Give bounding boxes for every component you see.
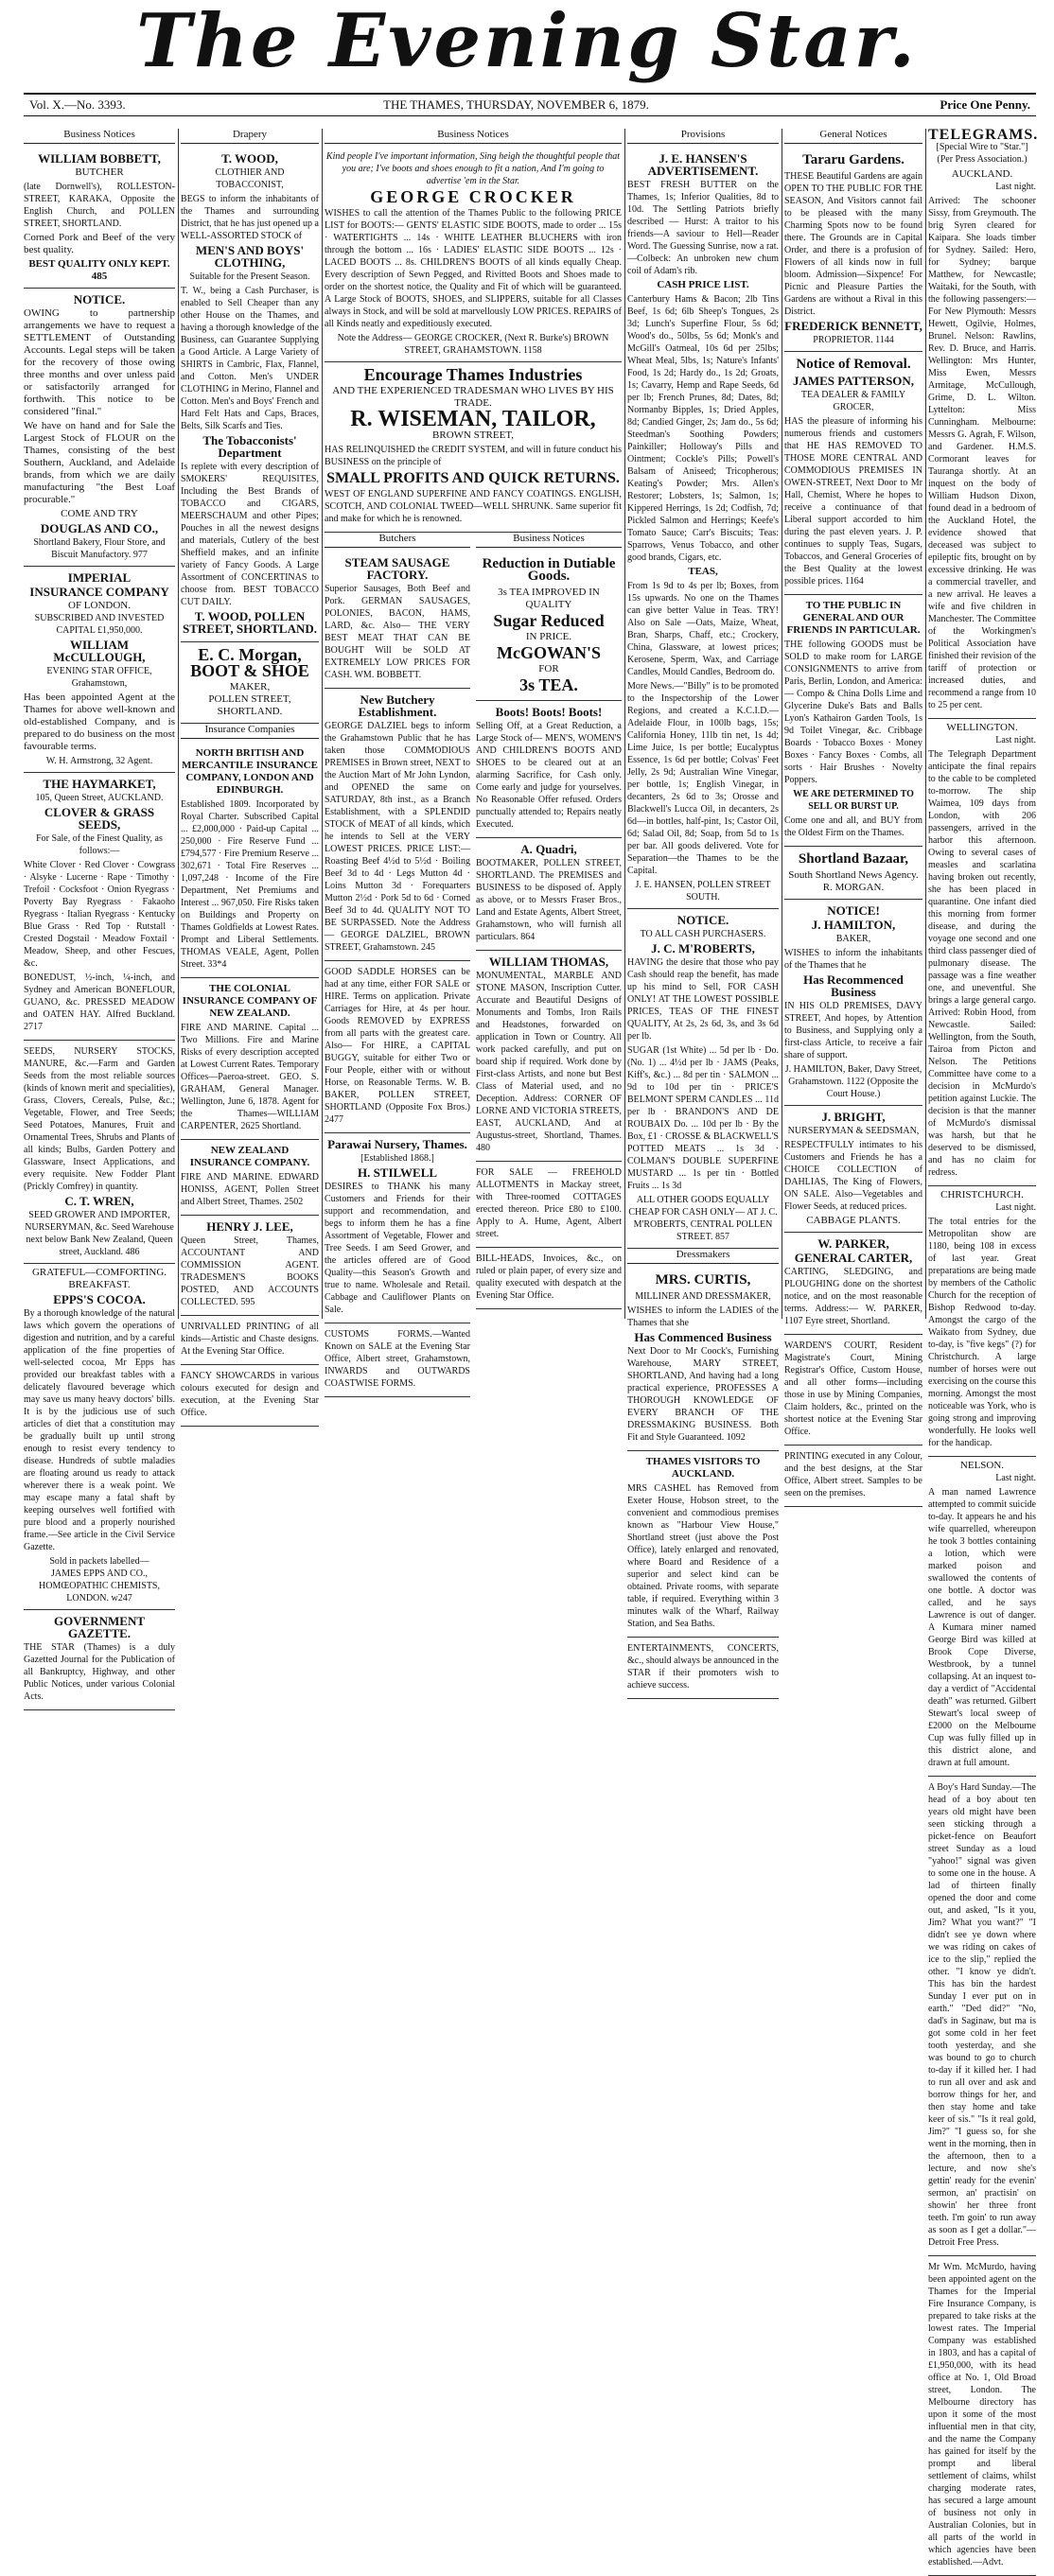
masthead	[0, 0, 1054, 83]
epps-cocoa-advert	[24, 1264, 175, 1610]
ad-text: T. W., being a Cash Purchaser, is enabled to Sell Cheaper than any other House on the Thames, and having a thorough knowledge of the Business, can Guarantee Supplying a Good Article. A Large Variety of SHIRTS in Cambric, Flax, Flannel, and Cotton. Men's UNDER CLOTHING in Merino, Flannel and Cotton. Men's and Boys' French and Hard Felt Hats and Caps, Braces, Belts, Silk Scarfs and Ties.	[181, 286, 319, 431]
section-header: Business Notices	[325, 129, 622, 144]
ad-text: By a thorough knowledge of the natural laws which govern the operations of digestion and nutrition, and by a careful application of the fine properties of well-selected cocoa, Mr Epps has provided our breakfast tables with a delicately flavoured beverage which may save us many heavy doctors' bills. It is by the judicious use of such articles of diet that a constitution may be gradually built up until strong enough to resist every tendency to disease. Hundreds of subtle maladies are floating around us ready to attack wherever there is a weak point. We may escape many a fatal shaft by keeping ourselves well fortified with pure blood and a properly nourished frame.—See article in the Civil Service Gazette.	[24, 1308, 175, 1552]
ad-heading: J. E. HANSEN'S ADVERTISEMENT.	[647, 151, 759, 178]
ad-text: ENTERTAINMENTS, CONCERTS, &c., should always be announced in the STAR if their promoters wish to achieve success.	[627, 1643, 779, 1691]
ad-text: WISHES to inform the inhabitants of the Thames that he	[784, 948, 922, 971]
ad-signature: R. MORGAN.	[822, 882, 885, 893]
ad-heading: J. C. M'ROBERTS,	[651, 941, 755, 955]
ad-signature: PROPRIETOR. 1144	[813, 335, 894, 345]
ad-heading: NOTICE.	[73, 292, 126, 307]
ad-heading: Sugar Reduced	[493, 611, 605, 630]
ad-text: WARDEN'S COURT, Resident Magistrate's Court, Mining Registrar's Office, Custom House, and all other forms—including those in use by Mining Companies, Claim holders, &c., printed on the shortest notice at the Evening Star Office.	[784, 1341, 922, 1437]
ad-subtitle: [Established 1868.]	[360, 1153, 434, 1164]
ad-heading: T. WOOD,	[221, 151, 278, 166]
ad-text: CARTING, SLEDGING, and PLOUGHING done on the shortest notice, and on the most reasonable terms. Address:— W. PARKER, 1107 Eyre street, Shortland.	[784, 1267, 922, 1326]
showcards-advert	[181, 1365, 319, 1427]
ad-heading: Encourage Thames Industries	[363, 365, 583, 384]
ad-heading: J. BRIGHT,	[821, 1110, 886, 1124]
ad-heading: Shortland Bazaar,	[798, 851, 909, 867]
allotments-advert	[476, 1162, 622, 1248]
ad-list: White Clover · Red Clover · Cowgrass · Alsyke · Lucerne · Rape · Timothy · Trefoil · Cocksfoot · Onion Ryegrass · Poverty Bay Ryegrass · Fakaoho Ryegrass · Italian Ryegrass · Kentucky Blue Grass · Red Top · Rutstall · Crested Dogstail · Meadow Foxtail · Meadow, Sheep, and other Fescues, &c.	[24, 860, 175, 969]
section-header: Business Notices	[24, 129, 175, 144]
ad-signature: J. E. HANSEN, POLLEN STREET SOUTH.	[635, 880, 771, 902]
gazette-advert	[24, 1610, 175, 1710]
ad-text: SEEDS, NURSERY STOCKS, MANURE, &c.—Farm and Garden Seeds from the most reliable sources (kinds of known merit and specialities), Grass, Clovers, Cereals, Pulse, &c.; Vegetable, Flower, and Tree Seeds; Seed Potatoes, Manures, Fruit and Ornamental Trees, Shrubs and Plants of all kinds; Bulbs, Garden Pottery and Glassware, Insect Applications, and every requisite. New Fodder Plant (Prickly Comfrey) in quantity.	[24, 1046, 175, 1192]
ad-text: FOR SALE — FREEHOLD ALLOTMENTS in Mackay street, with Three-roomed COTTAGES erected thereon. Price £80 to £100. Apply to A. Hume, Agent, Albert street.	[476, 1167, 622, 1239]
ad-heading: Parawai Nursery, Thames.	[327, 1137, 467, 1151]
ad-signature: W. H. Armstrong, 32 Agent.	[45, 756, 153, 766]
ad-text: FANCY SHOWCARDS in various colours executed for design and execution, at the Evening Star Office.	[181, 1371, 319, 1418]
wiseman-advert	[325, 362, 622, 533]
ad-subtitle: EVENING STAR OFFICE, Grahamstown,	[46, 666, 152, 689]
ad-heading: TEAS,	[688, 566, 718, 577]
section-header: Butchers	[325, 533, 470, 548]
colour-printing-advert	[784, 1446, 922, 1507]
ad-text: THE following GOODS must be SOLD to make room for LARGE CONSIGNMENTS to arrive from Paris, Berlin, London, and America:— Compo & China Dolls Lime and Glycerine Duke's Bats and Balls Lyon's Kathairon Garden Tools, 1s 9d Toilet Vinegar, &c. Cribbage Boards · Tobacco Boxes · Money Boxes · Fancy Boxes · Combs, all sorts · Hair Brushes · Novelty Poppers.	[784, 640, 922, 785]
wood-advert	[181, 148, 319, 642]
sausage-advert	[325, 552, 470, 689]
tararu-advert	[784, 148, 922, 352]
ad-text: We have on hand and for Sale the Largest Stock of FLOUR on the Thames, consisting of the best Southern, Auckland, and Adelaide brands, from which we are daily manufacturing "the Best Loaf procurable."	[24, 420, 175, 505]
lower-split	[325, 533, 622, 1397]
telegrams-press: (Per Press Association.)	[937, 154, 1028, 165]
north-british-advert	[181, 743, 319, 978]
dispatch-time: Last night.	[995, 182, 1036, 192]
ad-heading: Tararu Gardens.	[802, 152, 905, 167]
ad-text: Mr Wm. McMurdo, having been appointed agent on the Thames for the Imperial Fire Insurance Company, is prepared to take risks at the lowest rates. The Imperial Company was established in 1803, and has a capital of £1,950,000, with its head office at No. 1, Old Broad street, London. The Melbourne directory has upon it some of the most influential men in that city, and the name the Company has gained for itself by the prompt and liberal settlement of claims, whilst charging moderate rates, has secured a large amount of business not only in Australian Colonies, but in all parts of the world in which agencies have been established.—Advt.	[928, 2262, 1036, 2567]
boys-sunday-story	[928, 1777, 1036, 2256]
telegrams-title: TELEGRAMS.	[928, 127, 1039, 143]
column-5	[784, 129, 922, 1498]
hamilton-advert	[784, 900, 922, 1106]
ad-address: (late Dornwell's), ROLLESTON-STREET, KARAKA, Opposite the English Church, and POLLEN STREET, SHORTLAND.	[24, 182, 175, 229]
ad-heading: Has Commenced Business	[634, 1330, 772, 1344]
ad-subtitle: MAKER,	[229, 681, 271, 692]
dispatch-heading: AUCKLAND.	[951, 168, 1013, 180]
ad-heading: EPPS'S COCOA.	[53, 1292, 146, 1306]
dispatch-heading: WELLINGTON.	[946, 722, 1018, 733]
ad-trade: BAKER,	[835, 934, 871, 944]
ad-heading: C. T. WREN,	[64, 1194, 134, 1208]
ad-subtitle: SEED GROWER AND IMPORTER, NURSERYMAN, &c. Seed Warehouse next below Bank New Zealand, Queen street, Auckland. 486	[25, 1210, 174, 1257]
ad-tagline: GRATEFUL—COMFORTING.	[31, 1267, 167, 1278]
ad-heading: MEN'S AND BOYS' CLOTHING,	[195, 243, 305, 270]
ad-signature: J. HAMILTON, Baker, Davy Street, Grahamstown. 1122 (Opposite the Court House.)	[784, 1064, 922, 1099]
mcgowan-advert	[476, 552, 622, 701]
dispatch-time: Last night.	[995, 1473, 1036, 1483]
place-date: THE THAMES, THURSDAY, NOVEMBER 6, 1879.	[383, 97, 649, 112]
ad-heading: JAMES PATTERSON,	[792, 374, 915, 388]
ad-heading: A. Quadri,	[520, 842, 577, 856]
ad-signature: T. WOOD, POLLEN STREET, SHORTLAND.	[183, 609, 317, 636]
ad-text: Canterbury Hams & Bacon; 2lb Tins Beef, 1s 6d; 6lb Sheep's Tongues, 2s 3d; Lunch's Superfine Flour, 5s 6d; Wood's do., 50lbs, 5s 6d; Monk's and McGill's Oatmeal, 10s 6d per 25lbs; Wheat Meal, 5lbs, 1s; Nature's Infants' Food, 1s 2d; Hardy do., 1s 2d; Groats, 1s; Cavarry, Hemp and Rape Seeds, 6d per lb; French Prunes, 8d; Dates, 8d; Normanby Bipples, 1s; Dried Apples, 8d; Candied Ginger, 2s; Jam do., 5s 6d; Steedman's Soothing Powders; Painkiller; Holloway's Pills and Ointment; Cockle's Pills; Powell's Balsam of Aniseed; Tricopherous; Keating's Powder; Mrs. Allen's Restorer; Lobsters, 1s; Salmon, 1s; Kippered Herrings, 1s 2d; Codfish, 7d; Pickled Salmon and Herrings; Keefe's Tomato Sauce; Carr's Biscuits; Teas: Sparrows, Venus Tobacco, and other good brands, Cigars, etc.	[627, 294, 779, 563]
ad-heading: FREDERICK BENNETT,	[784, 319, 922, 333]
ad-text: MRS CASHEL has Removed from Exeter House, Hobson street, to the convenient and commodious premises known as "Harbour View House," Shortland street (just above the Post Office), lately enlarged and renovated, where Board and Residence of a superior and select kind can be obtained. Private rooms, with separate table, if required. Everything within 3 minutes walk of the Wharf, Railway Station, and Sea Baths.	[627, 1483, 779, 1629]
ad-text: Selling Off, at a Great Reduction, a Large Stock of— MEN'S, WOMEN'S AND CHILDREN'S BOOTS AND SHOES to be cleared out at an alarming Sacrifice, for Cash only. Come early and judge for yourselves. No Reasonable Offer refused. Orders punctually attended to; Repairs neatly Executed.	[476, 721, 622, 830]
stilwell-advert	[325, 1133, 470, 1323]
dispatch-heading: NELSON.	[959, 1460, 1005, 1471]
mcmurdo-advert	[928, 2256, 1036, 2576]
ad-heading: STEAM SAUSAGE FACTORY.	[344, 555, 450, 582]
ad-tagline: 3s TEA IMPROVED IN QUALITY	[498, 587, 600, 610]
ad-text: WISHES to call the attention of the Thames Public to the following PRICE LIST for BOOTS:— GENTS' ELASTIC SIDE BOOTS, made to order ... 15s · WATERTIGHTS ... 14s · WHITE LEATHER BLUCHERS with iron through the bottom ... 16s · LADIES' ELASTIC SIDE BOOTS ... 12s · LACED BOOTS ... 8s. CHILDREN'S BOOTS of all kinds equally Cheap. Every description of Sewn Pegged, and Rivitted Boots and Shoes made to order on the shortest notice, the Quality and Fit of which will be guaranteed. A Large Stock of BOOTS, SHOES, and SLIPPERS, suitable for all Classes always in Stock, and will be sold at marvellously LOW PRICES. REPAIRS of all Kinds neatly and expeditiously executed.	[325, 208, 622, 329]
ad-heading: Boots! Boots! Boots!	[495, 705, 603, 719]
ad-heading: R. WISEMAN, TAILOR,	[350, 407, 596, 431]
printing-advert	[181, 1316, 319, 1365]
ad-tagline: CABBAGE PLANTS.	[806, 1215, 901, 1226]
telegram-christchurch	[928, 1186, 1036, 1457]
telegram-auckland	[928, 166, 1036, 719]
ad-tagline: WE ARE DETERMINED TO SELL OR BURST UP.	[793, 789, 914, 812]
section-header: Provisions	[627, 129, 779, 144]
lee-advert	[181, 1216, 319, 1316]
ad-text: Corned Pork and Beef of the very best quality.	[24, 232, 175, 255]
ad-trade: MILLINER AND DRESSMAKER,	[635, 1291, 771, 1302]
dateline	[24, 93, 1036, 116]
dispatch-time: Last night.	[995, 1202, 1036, 1213]
section-header: General Notices	[784, 129, 922, 144]
ad-text: FIRE AND MARINE. Capital ... Two Millions. Fire and Marine Risks of every description accepted at Lowest Current Rates. Temporary Offices—Paeroa-street. GEO. S. GRAHAM, General Manager. Wellington, June 6, 1878. Agent for the Thames—WILLIAM CARPENTER, 2625 Shortland.	[181, 1023, 319, 1131]
section-header: Drapery	[181, 129, 319, 144]
story-text: A Boy's Hard Sunday.—The head of a boy about ten years old might have been seen sticking through a picket-fence on Beaufort street Sunday as a loud "yahoo!" signal was given to some one in the house. A lad of thirteen finally opened the door and come out, and asked, "Is it you, Jim? What you want?" "I didn't see ye down where we was riding on cakes of ice to the slip," replied the other. "I know ye didn't. This has bin the hardest Sunday I ever put on in earth." "Ded did?" "No, dad's in Saginaw, but ma is got some cold in her feet tooth yesterday, and she was bound to go to church to-day if it killed her. I had to run all over and ask and borrow things for her, and then stay home and take keer of sis." "Is it real gold, Jim?" "I guess so, for she went in the morning, then in the afternoon, then to a lecture, and now she's gettin' ready for the evenin' sermon, an' practisin' on showin' her three front teeth. I'm goin' to run away as soon as I get a dollar."—Detroit Free Press.	[928, 1782, 1036, 2248]
thomas-advert	[476, 951, 622, 1162]
ad-heading: H. STILWELL	[357, 1165, 438, 1180]
ad-text: Come one and all, and BUY from the Oldest Firm on the Thames.	[784, 815, 922, 838]
mroberts-advert	[627, 909, 779, 1249]
ad-heading: THE HAYMARKET,	[43, 777, 156, 791]
ad-text: THE STAR (Thames) is a duly Gazetted Journal for the Publication of all Bankruptcy, Highway, and other Public Notices, under various Colonial Acts.	[24, 1642, 175, 1702]
column-3	[325, 129, 622, 1389]
haymarket-advert	[24, 773, 175, 1041]
ad-text: THESE Beautiful Gardens are again OPEN TO THE PUBLIC FOR THE SEASON, And Visitors cannot fail to be pleased with the many Charming Spots now to be found there. The Grounds are in Capital Order, and there is a profusion of Flowers of all kinds now in full bloom. Admission—Sixpence! For Picnic and Pleasure Parties the Gardens are without a Rival in this District.	[784, 171, 922, 317]
ad-text: GOOD SADDLE HORSES can be had at any time, either FOR SALE or HIRE. Terms on application. Private Carriages for Hire, at 4s per hour. Goods REMOVED by EXPRESS from all parts with the greatest care. Also— For HIRE, a CAPITAL BUGGY, suitable for either Two or Four People, either with or without Horse, on Reasonable Terms. W. B. BAKER, POLLEN STREET, SHORTLAND (Opposite Fox Bros.) 2477	[325, 967, 470, 1125]
ad-subtitle: BROWN STREET,	[432, 429, 514, 441]
ad-heading: DOUGLAS AND CO.,	[40, 521, 159, 535]
warden-advert	[784, 1335, 922, 1446]
butchers-column	[325, 533, 470, 1397]
dispatch-text: The total entries for the Metropolitan show are 1180, being 108 in excess of last year. Great preparations are being made by members of the Catholic Church for the reception of Bishop Redwood to-day. Amongst the cargo of the Waikato from Sydney, due to-day, is "five kegs" (?) for Christchurch. A large number of horses were out exercising on the course this morning. Amongst the most noticeable was York, who is going strong and improving wonderfully. He looks well for the handicap.	[928, 1217, 1036, 1448]
ad-text: BONEDUST, ½-inch, ¼-inch, and Sydney and American BONEFLOUR, GUANO, &c. PRESSED MEADOW and OATEN HAY. Alfred Buckland. 2717	[24, 973, 175, 1032]
ad-heading: GENERAL CARTER,	[794, 1251, 913, 1265]
ad-list: SUGAR (1st White) ... 5d per lb · Do. (No. 1) ... 4½d per lb · JAMS (Peaks, Kiff's, &c.) ... 8d per tin · SALMON ... 9d to 10d per tin · PRICE'S BELMONT SPERM CANDLES ... 11d per lb · BRANDON'S AND DE ROUBAIX Do. ... 10d per lb · By the Box, £1 · CROSSE & BLACKWELL'S POTTED MEATS ... 1s 3d · COLMAN'S DOUBLE SUPERFINE MUSTARD ... 1s per tin · Bottled Fruits ... 1s 3d	[627, 1045, 779, 1191]
ad-heading: NOTICE!	[827, 903, 880, 918]
ad-heading: 3s TEA.	[519, 675, 578, 694]
ad-subtitle: South Shortland News Agency.	[788, 869, 919, 881]
ad-heading: CLOVER & GRASS SEEDS,	[44, 805, 155, 832]
ad-heading: E. C. Morgan,	[198, 645, 302, 664]
ad-heading: Notice of Removal.	[796, 357, 911, 372]
ad-subtitle: Suitable for the Present Season.	[189, 272, 310, 282]
ad-text: HAVING the desire that those who pay Cash should reap the benefit, has made up his mind to Sell, FOR CASH ONLY! AT THE LOWEST POSSIBLE PRICES, TEAS OF THE FINEST QUALITY, At 2s, 2s 6d, 3s, and 3s 6d per lb.	[627, 957, 779, 1042]
ad-text: Superior Sausages, Both Beef and Pork. GERMAN SAUSAGES, POLONIES, BACON, HAMS, LARD, &c. Also— THE VERY BEST MEAT THAT CAN BE BOUGHT Will be SOLD AT EXTREMELY LOW PRICES FOR CASH. WM. BOBBETT.	[325, 584, 470, 680]
ad-tagline: COME AND TRY	[61, 508, 138, 519]
ad-heading: WILLIAM THOMAS,	[488, 955, 609, 969]
ad-text: WISHES to inform the LADIES of the Thames that she	[627, 1306, 779, 1328]
billheads-advert	[476, 1248, 622, 1309]
ad-subtitle: AND THE EXPERIENCED TRADESMAN WHO LIVES BY HIS TRADE.	[332, 385, 614, 409]
ad-subtitle: POLLEN STREET,	[208, 693, 291, 705]
telegram-wellington	[928, 719, 1036, 1186]
ad-subtitle: 105, Queen Street, AUCKLAND.	[35, 793, 164, 803]
ad-heading: W. PARKER,	[817, 1236, 889, 1251]
nz-insurance-advert	[181, 1140, 319, 1216]
ad-text: CUSTOMS FORMS.—Wanted Known on SALE at the Evening Star Office, Albert street, Grahamstown, INWARDS and OUTWARDS COASTWISE FORMS.	[325, 1329, 470, 1389]
ad-tagline: SMALL PROFITS AND QUICK RETURNS.	[326, 470, 620, 486]
ad-heading: NOTICE.	[676, 913, 729, 927]
ad-subtitle: TO ALL CASH PURCHASERS.	[640, 929, 766, 939]
patterson-advert	[784, 352, 922, 595]
ad-text: IN HIS OLD PREMISES, DAVY STREET, And hopes, by Attention to Business, and Supplying only a first-class Article, to receive a fair share of support.	[784, 1001, 922, 1060]
ad-text: WEST OF ENGLAND SUPERFINE AND FANCY COATINGS. ENGLISH, SCOTCH, AND COLONIAL TWEED—WELL SHRUNK. Same superior fit and make for which he is renowned.	[325, 489, 622, 524]
ad-heading: BOOT & SHOE	[190, 661, 309, 680]
dispatch-text: A man named Lawrence attempted to commit suicide to-day. It appears he and his wife quarrelled, whereupon he took 3 bottles containing a lotion, which were marked poison and swallowed the contents of one bottle. A doctor was called, and he says Lawrence is out of danger. A Kumara miner named George Bird was killed at Brook Cope Diverse, Westbrook, by a tunnel collapsing. At an inquest to-day a verdict of "Accidental death" was returned. Gilbert Stewart's local sweep of £2000 on the Melbourne Cup was fully filled up in this district alone, and drawn at full amount.	[928, 1487, 1036, 1768]
ad-text: BILL-HEADS, Invoices, &c., on ruled or plain paper, of every size and quality executed with despatch at the Evening Star Office.	[476, 1253, 622, 1301]
ad-heading: Reduction in Dutiable Goods.	[482, 556, 616, 584]
ad-text: From 1s 9d to 4s per lb; Boxes, from 15s upwards. No one on the Thames can give better Value in Teas. TRY! Also on Sale —Oats, Maize, Wheat, Bran, Sharps, Chaff, etc.; Crockery, China, Glassware, at lowest prices; Kerosene, Sperm, Wax, and Carriage Candles, Mould Candles, Bedroom do.	[627, 581, 779, 677]
section-header: Dressmakers	[627, 1249, 779, 1264]
ad-subtitle: SHORTLAND.	[217, 706, 283, 717]
column-2	[181, 129, 319, 1418]
ad-trade: BUTCHER	[75, 166, 124, 178]
ad-heading: WILLIAM BOBBETT,	[38, 151, 161, 166]
ad-heading: TO THE PUBLIC IN GENERAL AND OUR FRIENDS IN PARTICULAR.	[786, 600, 921, 636]
ad-heading: NORTH BRITISH AND MERCANTILE INSURANCE COMPANY, LONDON AND EDINBURGH.	[182, 747, 318, 796]
ad-tagline: BREAKFAST.	[68, 1279, 131, 1290]
ad-text: Next Door to Mr Coock's, Furnishing Warehouse, MARY STREET, SHORTLAND, And having had a long practical experience, PROFESSES A THOROUGH KNOWLEDGE OF EVERY BRANCH OF THE DRESSMAKING BUSINESS. Both Fit and Style Guaranteed. 1092	[627, 1346, 779, 1443]
ad-heading: New Butchery Establishment.	[358, 692, 437, 719]
visitors-advert	[627, 1451, 779, 1638]
bobbett-advert	[24, 148, 175, 289]
ad-heading: HENRY J. LEE,	[206, 1219, 293, 1234]
ad-heading: GOVERNMENT GAZETTE.	[53, 1614, 146, 1640]
ad-text: Has been appointed Agent at the Thames for above well-known and old-established Company, and is prepared to do business on the most favourable terms.	[24, 692, 175, 752]
ad-trade: CLOTHIER AND TOBACCONIST,	[215, 167, 285, 190]
ad-heading: INSURANCE COMPANY	[29, 585, 169, 599]
ad-heading: MRS. CURTIS,	[655, 1272, 751, 1288]
colonial-insurance-advert	[181, 978, 319, 1140]
customs-advert	[325, 1323, 470, 1397]
ad-subtitle: For Sale, of the Finest Quality, as follows:—	[36, 833, 163, 856]
ad-heading: THAMES VISITORS TO AUCKLAND.	[645, 1456, 761, 1480]
ad-signature: Note the Address— GEORGE CROCKER, (Next R. Burke's) BROWN STREET, GRAHAMSTOWN. 1158	[337, 333, 609, 356]
boots-advert	[476, 701, 622, 838]
ad-subtitle: IN PRICE.	[525, 631, 572, 642]
ad-text: Established 1809. Incorporated by Royal Charter. Subscribed Capital ... £2,000,000 · Paid-up Capital ... 250,000 · Fire Reserve Fund ... £794,577 · Fire Premium Reserve ... 302,671 · Total Fire Reserves ... 1,097,248 · Income of the Fire Department, Net Premiums and Interest ... 967,050. Fire Risks taken on Buildings and Property on Thames Goldfields at Lowest Rates. Prompt and Liberal Settlements. THOMAS VEALE, Agent, Pollen Street. 33*4	[181, 799, 319, 970]
ad-text: RESPECTFULLY intimates to his Customers and Friends he has a CHOICE COLLECTION of DAHLIAS, The King of Flowers, ON SALE. Also—Vegetables and Flower Seeds, at reduced prices.	[784, 1140, 922, 1212]
ad-text: DESIRES to THANK his many Customers and Friends for their support and recommendation, and begs to inform them he has a fine Assortment of Vegetable, Flower and Tree Seeds. I am Seed Grower, and the articles offered are of Good Quality—this Season's Growth and true to name. Wholesale and Retail. Cabbage and Cauliflower Plants on Sale.	[325, 1182, 470, 1315]
bazaar-advert	[784, 847, 922, 900]
ad-text: BEST FRESH BUTTER on the Thames, 1s; Inferior Qualities, 8d to 10d. The Settling Patriots briefly described — Hurst: A traitor to his friends—A saviour to Hell—Reader Word. The Guessing Sunrise, now a rat.—Colbeck: An unbroken new chum coil of Adam's rib.	[627, 180, 779, 276]
ad-heading: THE COLONIAL INSURANCE COMPANY OF NEW ZEALAND.	[182, 983, 318, 1019]
ad-subtitle: Shortland Bakery, Flour Store, and Biscuit Manufactory. 977	[33, 537, 166, 560]
ad-text: GEORGE DALZIEL begs to inform the Grahamstown Public that he has taken those COMMODIOUS PREMISES in Brown street, NEXT to the Auction Mart of Mr John Lyndon, and OPENED the same on SATURDAY, 8th inst., as a Branch Establishment, with a SPLENDID STOCK of MEAT of all kinds, which he intends to Sell at the VERY LOWEST PRICES. PRICE LIST:— Roasting Beef 4½d to 5½d · Boiling Beef 3d to 4d · Legs Mutton 4d · Loins Mutton 3d · Forequarters Mutton 2½d · Pork 5d to 6d · Corned Beef 3d to 4d. QUALITY NOT TO BE SURPASSED. Note the Address— GEORGE DALZIEL, BROWN STREET, Grahamstown. 245	[325, 721, 470, 953]
ad-text: Is replete with every description of SMOKERS' REQUISITES, Including the Best Brands of TOBACCO and CIGARS, MEERSCHAUM and other Pipes; Pouches in all the newest designs and materials, Cutlery of the best Sheffield makes, and an infinite variety of Fancy Goods. A Large Assortment of CONCERTINAS to choose from. BEST TOBACCO CUT DAILY.	[181, 462, 319, 607]
price: Price One Penny.	[940, 97, 1030, 112]
ad-heading: NEW ZEALAND INSURANCE COMPANY.	[189, 1145, 310, 1168]
telegrams-wire: [Special Wire to "Star."]	[936, 142, 1028, 152]
section-header: Business Notices	[476, 533, 622, 548]
ad-heading: CASH PRICE LIST.	[657, 279, 749, 290]
ad-capital: SUBSCRIBED AND INVESTED CAPITAL £1,950,000.	[34, 613, 165, 636]
columns	[24, 127, 1039, 2567]
crocker-advert	[325, 148, 622, 362]
ad-heading: J. HAMILTON,	[811, 918, 896, 932]
ad-text: PRINTING executed in any Colour, and the best designs, at the Star Office, Albert street. Samples to be seen on the premises.	[784, 1451, 922, 1498]
curtis-advert	[627, 1268, 779, 1451]
dispatch-text: The Telegraph Department anticipate the final repairs to the cable to be completed to-morrow. The ship Waimea, 109 days from London, with 206 passengers, arrived in the harbor this afternoon. Owing to several cases of measles and scarlatina having broken out recently, she has been placed in quarantine. One infant died this morning from former disease, and during the voyage one second and one third class passenger died of pulmonary disease. The passage was a fine weather one, and uneventful. She brings a large general cargo. Arrived: Robin Hood, from Newcastle. Sailed: Wellington, from the South, Tairoa from Picton and Nelson. The Petitions Committee have come to a decision in McMurdo's petition against Luckie. The decision is that the manner of McMurdo's dismissal was harsh, but that he deserved to be dismissed, and has no claim for redress.	[928, 749, 1036, 1178]
ad-heading: WILLIAM McCULLOUGH,	[53, 638, 146, 664]
ad-text: OWING to partnership arrangements we have to request a SETTLEMENT of Outstanding Accounts. Legal steps will be taken for the recovery of those owing three months and over unless paid or satisfactorily arranged for forthwith. This notice to be considered "final."	[24, 307, 175, 417]
column-4	[627, 129, 779, 1691]
ad-text: Queen Street, Thames, ACCOUNTANT AND COMMISSION AGENT. TRADESMEN'S BOOKS POSTED, AND ACCOUNTS COLLECTED. 595	[181, 1235, 319, 1307]
ad-verse: Kind people I've important information, Sing heigh the thoughtful people that you are; I've boots and shoes enough to fit a nation, And I'm going to advertise 'em in the Star.	[325, 151, 621, 186]
column-6	[928, 127, 1039, 2567]
ad-text: MONUMENTAL, MARBLE AND STONE MASON, Inscription Cutter. Accurate and Beautiful Designs of Monuments and Tombs, Iron Rails and Headstones, forwarded on application in Town or Country. All work packed carefully, and put on board ship if required. Work done by First-class Artists, and none but Best Class of Material used, and no Deception. Address: CORNER OF LORNE AND VICTORIA STREETS, EAST, AUCKLAND, And at Augustus-street, Shortland, Thames. 480	[476, 971, 622, 1153]
ad-signature: JAMES EPPS AND CO., HOMŒOPATHIC CHEMISTS, LONDON. w247	[39, 1568, 160, 1603]
ad-text: HAS RELINQUISHED the CREDIT SYSTEM, and will in future conduct his BUSINESS on the principle of	[325, 445, 622, 467]
dispatch-text: Arrived: The schooner Sissy, from Greymouth. The brig Syren cleared for Kaipara. She loads timber for Sydney. Sailed: Hero, for Sydney; barque Matthew, for Newcastle; Waitaki, for the South, with the following passengers:—For New Plymouth: Messrs Hewett, Ogilvie, Holmes, Brunel. Nelson: Rawlins, Rev. D. Bruce, and Harris. Wellington: Mrs Hunter, Miss Ewen, Messrs Armitage, McCullough, Grime, D. L. Wilton. Lyttelton: Miss Cunningham. Melbourne: Messrs G. Agrah, F. Wilson, and Gardener. H.M.S. Cormorant leaves for Tauranga shortly. At an inquest on the body of William Hudson Dixon, found dead in a bedroom of the Auckland Hotel, the evidence showed that deceased was subject to epileptic fits, brought on by excessive drinking. He was a commercial traveller, and a new arrival. He leaves a wife and five children in Manchester. The Committee of the Workingmen's Political Association have finished their revision of the tariff of protection or increased duties, and recommend a range from 10 to 25 per cent.	[928, 196, 1036, 710]
entertainments-advert	[627, 1638, 779, 1699]
ad-heading: The Tobacconists' Department	[202, 433, 297, 460]
ad-tagline: BEST QUALITY ONLY KEPT. 485	[28, 258, 170, 282]
ad-signature: ALL OTHER GOODS EQUALLY CHEAP FOR CASH ONLY— AT J. C. M'ROBERTS, CENTRAL POLLEN STREET. 857	[628, 1195, 778, 1242]
ad-subtitle: FOR	[538, 663, 559, 675]
ad-heading: IMPERIAL	[67, 570, 132, 585]
bright-advert	[784, 1106, 922, 1233]
business-column	[476, 533, 622, 1397]
morgan-advert	[181, 642, 319, 724]
ad-heading: GEORGE CROCKER	[370, 187, 576, 206]
ad-trade: TEA DEALER & FAMILY GROCER,	[800, 390, 906, 412]
telegram-nelson	[928, 1457, 1036, 1777]
ad-text: BOOTMAKER, POLLEN STREET, SHORTLAND. The PREMISES and BUSINESS to be disposed of. Apply as above, or to Messrs Fraser Bros., Land and Estate Agents, Albert Street, Grahamstown, who will furnish all particulars. 864	[476, 858, 622, 942]
quadri-advert	[476, 838, 622, 951]
ad-heading: McGOWAN'S	[497, 643, 601, 662]
ad-text: More News.—"Billy" is to be promoted to the Inspectorship of the Lower Regions, and created a K.C.I.D.—Adelaide Flour, in 100lb bags, 15s; California Honey, 11lb tin net, 1s 4d; Lime Juice, 1s per bottle; Eucalyptus Essence, 1s 6d per bottle; Colvas' Feet Jelly, 2s 9d; Australian Wine Vinegar, per bottle, 1s; English Vinegar, in decanters, 2s 6d to 3s; Orosse and Blackwell's Lucca Oil, in decanters, 2s 6d—in bottles, half-pint, 1s; Castor Oil, 6d; Salad Oil, 8d; Soap, from 5d to 1s per bar. All goods delivered. Vote for Separation—the Thames to be the Capital.	[627, 681, 779, 876]
ad-subtitle: Sold in packets labelled—	[49, 1556, 149, 1567]
baker-horses-advert	[325, 961, 470, 1133]
column-1	[24, 129, 175, 1702]
imperial-insurance-advert	[24, 567, 175, 773]
wren-advert	[24, 1041, 175, 1264]
public-advert	[784, 595, 922, 847]
dalziel-advert	[325, 689, 470, 961]
notice-advert	[24, 289, 175, 567]
newspaper-title: The Evening Star.	[136, 0, 918, 84]
hansen-advert	[627, 148, 779, 909]
ad-text: UNRIVALLED PRINTING of all kinds—Artistic and Chaste designs. At the Evening Star Office.	[181, 1322, 319, 1357]
dispatch-time: Last night.	[995, 735, 1036, 745]
ad-text: HAS the pleasure of informing his numerous friends and customers that HE HAS REMOVED TO THOSE MORE CENTRAL AND COMMODIOUS PREMISES IN OWEN-STREET, Next Door to Mr Hall, Chemist, Where he hopes to receive a continuance of that Liberal support accorded to him during the past eleven years. J. P. continues to supply Teas, Sugars, Tobaccos, and General Groceries of the Best Quality at the lowest possible prices. 1164	[784, 416, 922, 587]
ad-heading: Has Recommenced Business	[803, 973, 904, 999]
ad-text: FIRE AND MARINE. EDWARD HONISS, AGENT, Pollen Street and Albert Street, Thames. 2502	[181, 1172, 319, 1207]
ad-text: BEGS to inform the inhabitants of the Thames and surrounding District, that he has just opened up a WELL-ASSORTED STOCK of	[181, 194, 319, 241]
dispatch-heading: CHRISTCHURCH.	[940, 1189, 1024, 1200]
ad-subtitle: OF LONDON.	[68, 600, 131, 611]
volume-number: Vol. X.—No. 3393.	[29, 97, 126, 112]
parker-advert	[784, 1233, 922, 1335]
section-header: Insurance Companies	[181, 724, 319, 739]
ad-trade: NURSERYMAN & SEEDSMAN,	[787, 1126, 920, 1136]
